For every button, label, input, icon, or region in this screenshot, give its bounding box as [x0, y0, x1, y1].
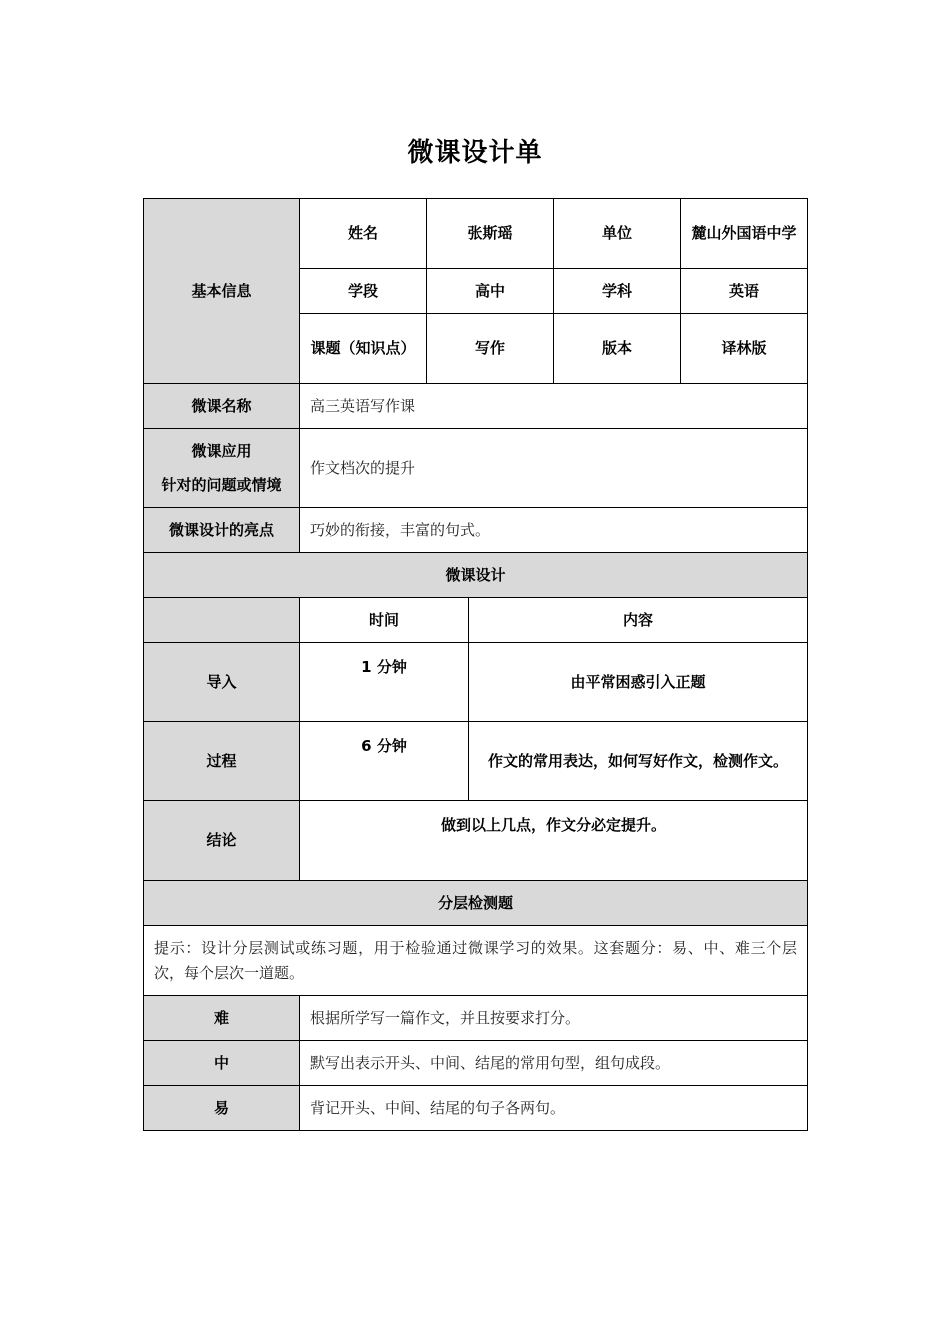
application-label-line2: 针对的问题或情境	[161, 476, 282, 494]
subject-label: 学科	[554, 269, 681, 314]
content-header: 内容	[469, 598, 808, 643]
stage-intro-time: 1 分钟	[300, 643, 469, 722]
highlight-value: 巧妙的衔接，丰富的句式。	[300, 508, 808, 553]
design-table	[143, 198, 808, 1131]
conclusion-label: 结论	[144, 801, 300, 881]
name-label: 姓名	[300, 199, 427, 269]
design-header: 微课设计	[144, 553, 808, 598]
conclusion-text: 做到以上几点，作文分必定提升。	[300, 801, 808, 881]
stage-value: 高中	[427, 269, 554, 314]
application-value: 作文档次的提升	[300, 429, 808, 508]
stage-process-time: 6 分钟	[300, 722, 469, 801]
level-medium-text: 默写出表示开头、中间、结尾的常用句型，组句成段。	[300, 1041, 808, 1086]
name-value: 张斯瑶	[427, 199, 554, 269]
tests-header: 分层检测题	[144, 881, 808, 926]
application-label-line1: 微课应用	[191, 442, 252, 460]
stage-intro-label: 导入	[144, 643, 300, 722]
unit-value: 麓山外国语中学	[681, 199, 808, 269]
course-name-label: 微课名称	[144, 384, 300, 429]
topic-value: 写作	[427, 314, 554, 384]
level-medium-label: 中	[144, 1041, 300, 1086]
topic-label: 课题（知识点）	[300, 314, 427, 384]
unit-label: 单位	[554, 199, 681, 269]
edition-value: 译林版	[681, 314, 808, 384]
stage-process-content: 作文的常用表达，如何写好作文，检测作文。	[469, 722, 808, 801]
stage-intro-content: 由平常困惑引入正题	[469, 643, 808, 722]
page-title: 微课设计单	[407, 138, 543, 168]
level-hard-label: 难	[144, 996, 300, 1041]
stage-process-label: 过程	[144, 722, 300, 801]
subject-value: 英语	[681, 269, 808, 314]
application-label	[144, 429, 300, 508]
level-hard-text: 根据所学写一篇作文，并且按要求打分。	[300, 996, 808, 1041]
basic-info-label: 基本信息	[144, 199, 300, 384]
level-easy-label: 易	[144, 1086, 300, 1131]
stage-label: 学段	[300, 269, 427, 314]
highlight-label: 微课设计的亮点	[144, 508, 300, 553]
level-easy-text: 背记开头、中间、结尾的句子各两句。	[300, 1086, 808, 1131]
time-header: 时间	[300, 598, 469, 643]
course-name-value: 高三英语写作课	[300, 384, 808, 429]
design-corner-cell	[144, 598, 300, 643]
tests-hint: 提示：设计分层测试或练习题，用于检验通过微课学习的效果。这套题分：易、中、难三个层次，每个层次一道题。	[144, 926, 808, 996]
edition-label: 版本	[554, 314, 681, 384]
